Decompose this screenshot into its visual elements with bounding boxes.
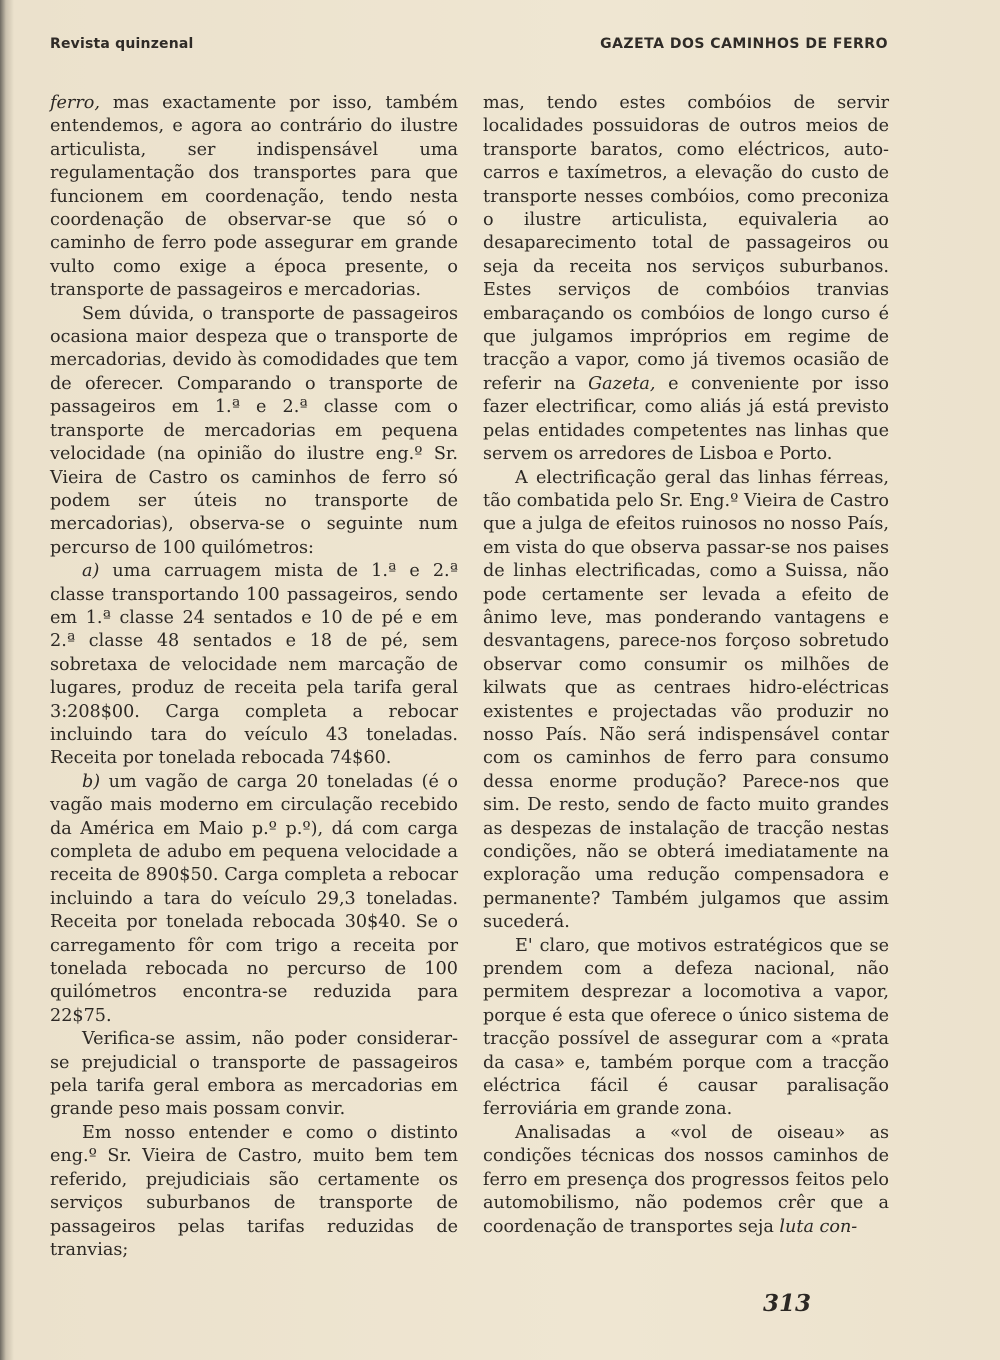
paragraph: mas, tendo estes combóios de servir localidades possuidoras de outros meios de transporte baratos, como eléctricos, auto-carros e taxímetros, a elevação do custo de transporte nesses combóios, como preconiza o ilustre articulista, equivaleria ao desaparecimento total de passageiros ou seja da receita nos serviços suburbanos. Estes serviços de combóios tranvias embaraçando os combóios de longo curso é que julgamos impróprios em regime de tracção a vapor, como já tivemos ocasião de referir na Gazeta, e conveniente por isso fazer electrificar, como aliás já está previsto pelas entidades competentes nas linhas que servem os arredores de Lisboa e Porto. <box>483 93 889 465</box>
paragraph: Verifica-se assim, não poder considerar-se prejudicial o transporte de passageiros pela tarifa geral embora as mercadorias em grande peso mais possam convir. <box>50 1029 458 1120</box>
paragraph: E' claro, que motivos estratégicos que se prendem com a defeza nacional, não permitem desprezar a locomotiva a vapor, porque é esta que oferece o único sistema de tracção possível de assegurar com a «prata da casa» e, também porque com a tracção eléctrica fácil é causar paralisação ferroviária em grande zona. <box>483 935 889 1120</box>
italic-text: luta con- <box>779 1216 858 1237</box>
paragraph: ferro, mas exactamente por isso, também entendemos, e agora ao contrário do ilustre articulista, ser indispensável uma regulamentação dos transportes para que funcionem em coordenação, tendo nesta coordenação de observar-se que só o caminho de ferro pode assegurar em grande vulto como exige a época presente, o transporte de passageiros e mercadorias. <box>50 93 458 301</box>
list-marker: b) <box>82 771 101 792</box>
right-column <box>483 92 889 1239</box>
paragraph: a) uma carruagem mista de 1.ª e 2.ª classe transportando 100 passageiros, sendo em 1.ª classe 24 sentados e 10 de pé e em 2.ª classe 48 sentados e 18 de pé, sem sobretaxa de velocidade nem marcação de lugares, produz de receita pela tarifa geral 3:208$00. Carga completa a rebocar incluindo tara do veículo 43 toneladas. Receita por tonelada rebocada 74$60. <box>50 561 458 769</box>
paragraph: Em nosso entender e como o distinto eng.º Sr. Vieira de Castro, muito bem tem referido, prejudiciais são certamente os serviços suburbanos de transporte de passageiros pelas tarifas reduzidas de tranvias; <box>50 1122 458 1260</box>
paragraph: Analisadas a «vol de oiseau» as condições técnicas dos nossos caminhos de ferro em presença dos progressos feitos pelo automobilismo, não podemos crêr que a coordenação de transportes seja luta con- <box>483 1122 889 1237</box>
header-left: Revista quinzenal <box>50 36 194 52</box>
paragraph: A electrificação geral das linhas férreas, tão combatida pelo Sr. Eng.º Vieira de Castro que a julga de efeitos ruinosos no nosso País, em vista do que observa passar-se nos paises de linhas electrificadas, como a Suissa, não pode certamente ser levada a efeito de ânimo leve, mas ponderando vantagens e desvantagens, parece-nos forçoso sobretudo observar como consumir os milhões de kilwats que as centraes hidro-eléctricas existentes e projectadas vão produzir no nosso País. Não será indispensável contar com os caminhos de ferro para consumo dessa enorme produção? Parece-nos que sim. De resto, sendo de facto muito grandes as despezas de instalação de tracção nestas condições, não se obterá imediatamente na exploração uma redução compensadora e permanente? Também julgamos que assim sucederá. <box>483 467 889 933</box>
paragraph: b) um vagão de carga 20 toneladas (é o vagão mais moderno em circulação recebido da América em Maio p.º p.º), dá com carga completa de adubo em pequena velocidade a receita de 890$50. Carga completa a rebocar incluindo a tara do veículo 29,3 toneladas. Receita por tonelada rebocada 30$40. Se o carregamento fôr com trigo a receita por tonelada rebocada no percurso de 100 quilómetros encontra-se reduzida para 22$75. <box>50 771 458 1026</box>
italic-text: Gazeta, <box>588 373 656 394</box>
list-marker: a) <box>82 561 100 582</box>
paragraph: Sem dúvida, o transporte de passageiros ocasiona maior despeza que o transporte de mercadorias, devido às comodidades que tem de oferecer. Comparando o transporte de passageiros em 1.ª e 2.ª classe com o transporte de mercadorias em pequena velocidade (na opinião do ilustre eng.º Sr. Vieira de Castro os caminhos de ferro só podem ser úteis no transporte de mercadorias), observa-se o seguinte num percurso de 100 quilómetros: <box>50 303 458 558</box>
page-number: 313 <box>763 1290 812 1317</box>
running-header <box>50 36 888 60</box>
italic-text: ferro, <box>50 93 100 113</box>
left-column <box>50 92 458 1262</box>
header-right: GAZETA DOS CAMINHOS DE FERRO <box>600 36 888 52</box>
